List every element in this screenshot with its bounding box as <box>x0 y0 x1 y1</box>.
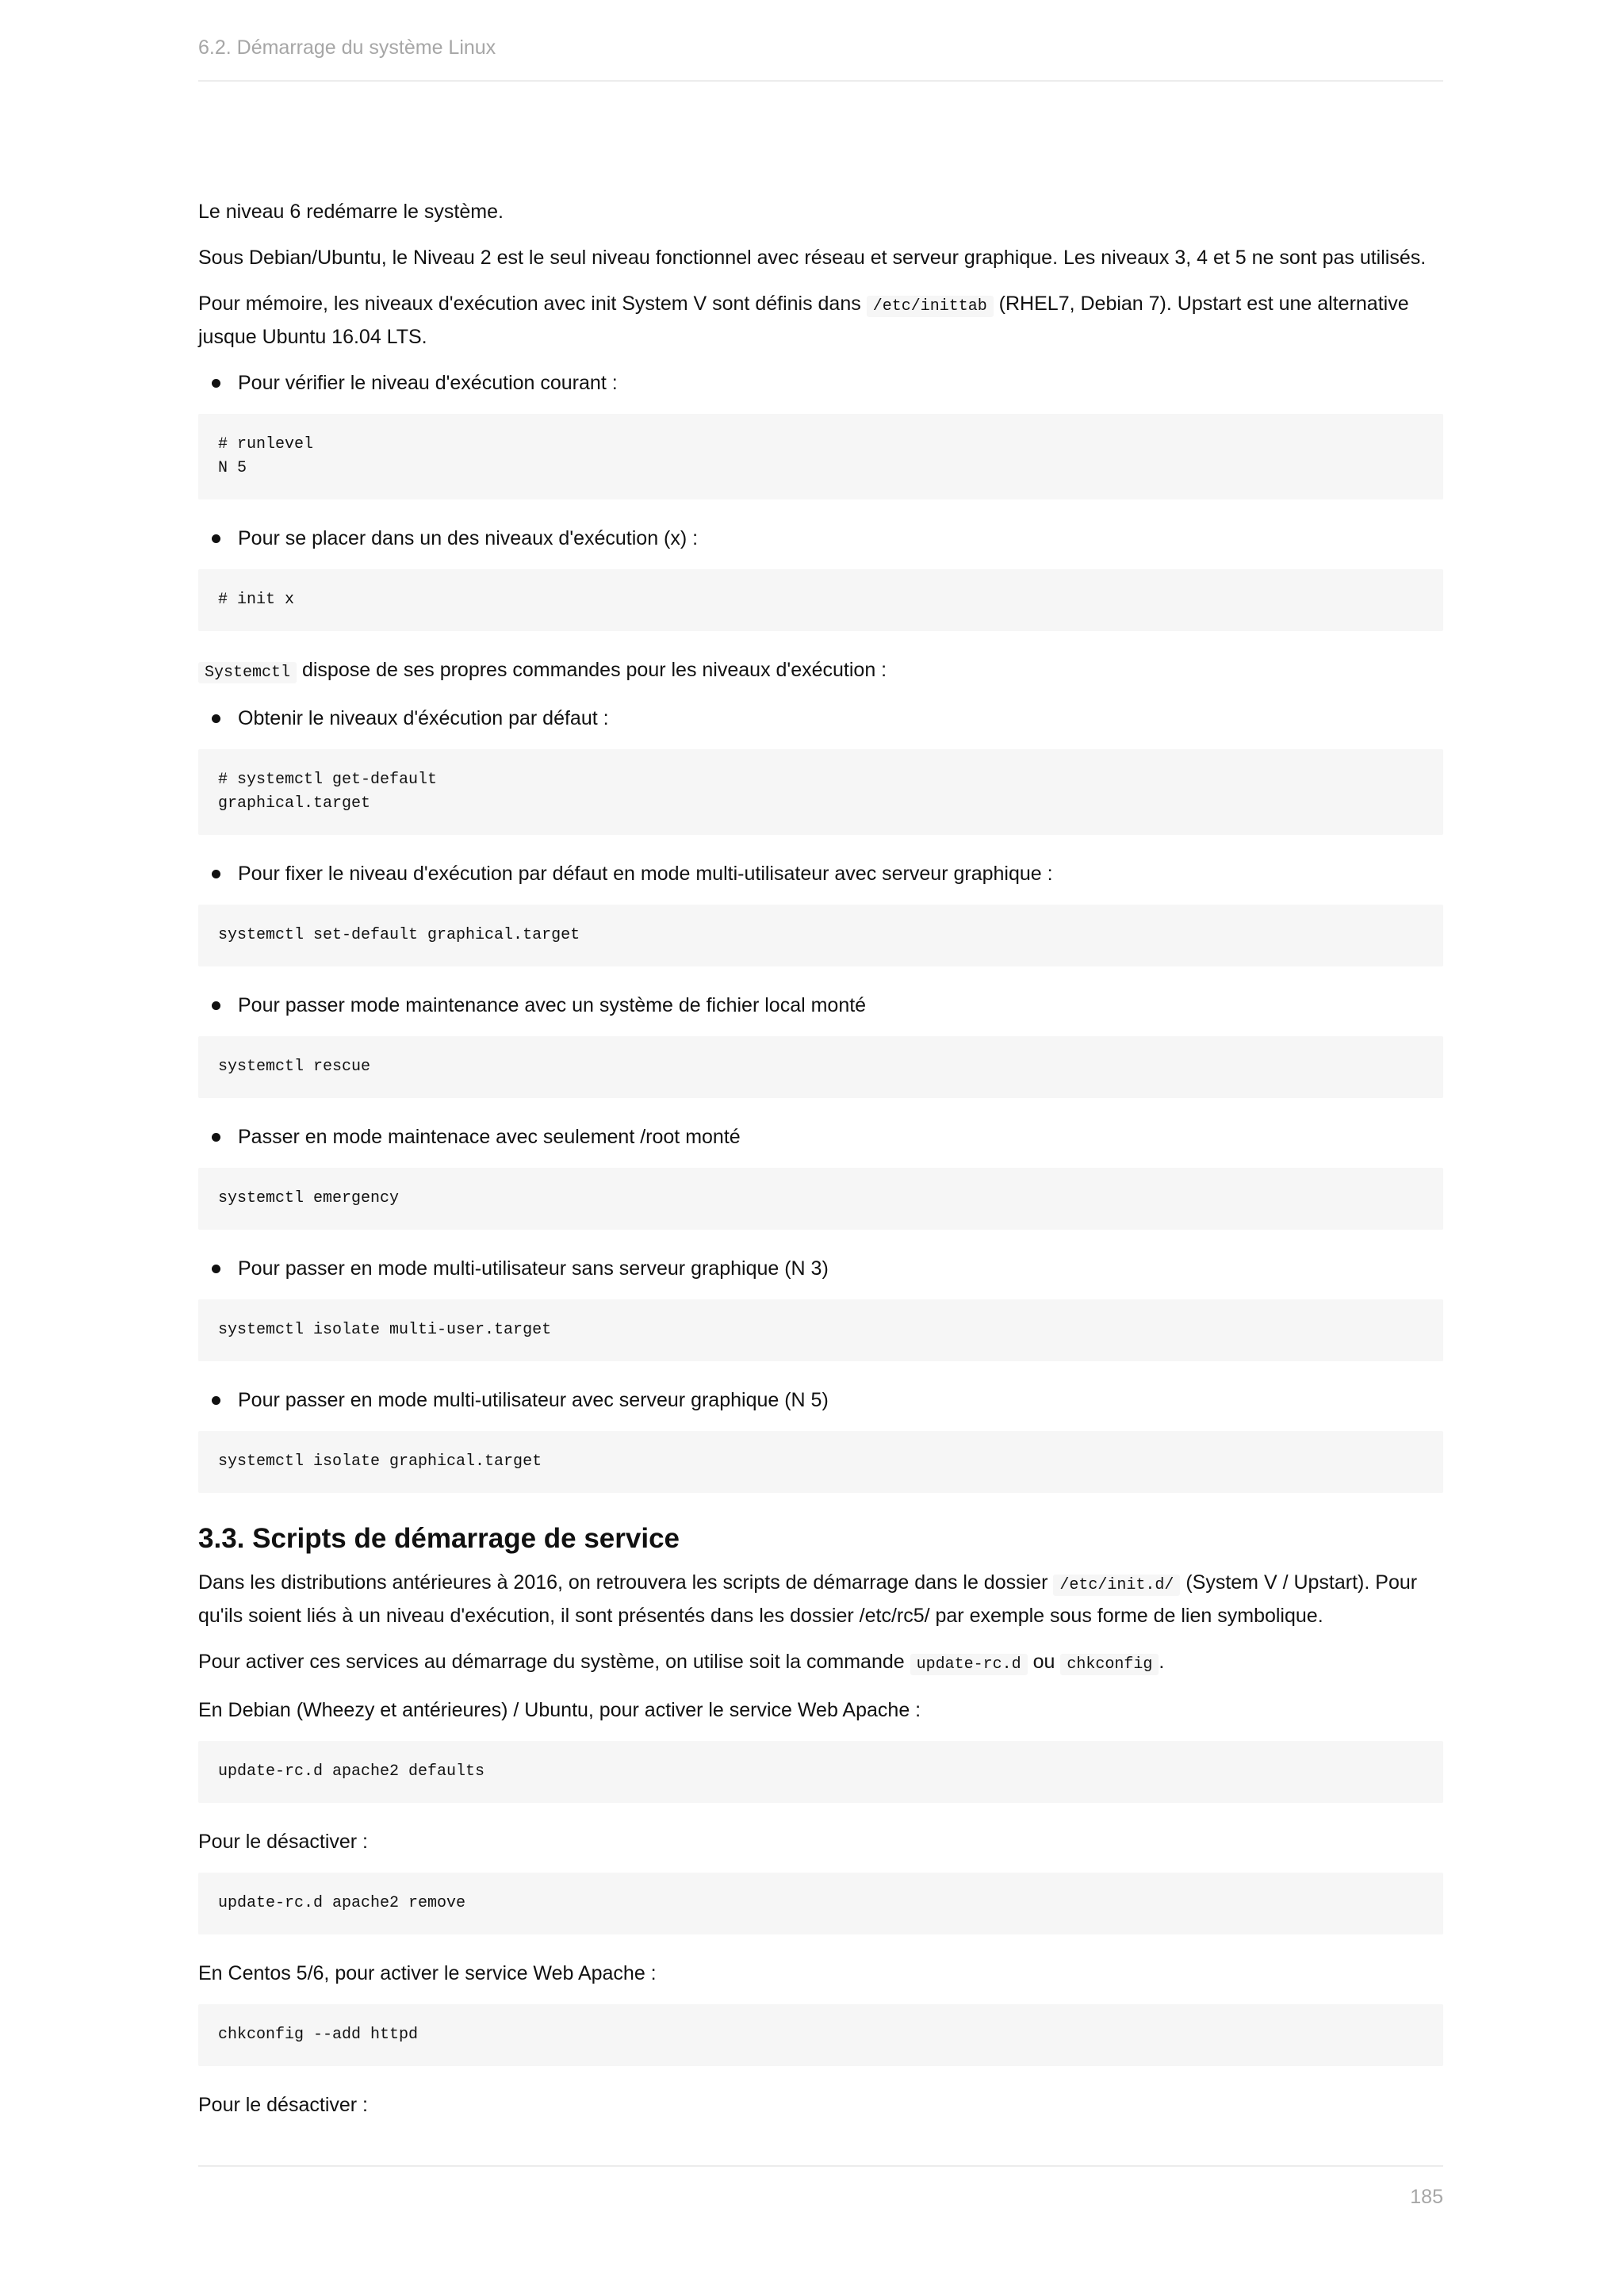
list-item-text: Pour passer en mode multi-utilisateur sans serveur graphique (N 3) <box>238 1257 829 1280</box>
code-block-multi-user: systemctl isolate multi-user.target <box>198 1299 1443 1361</box>
paragraph-text: (RHEL7, Debian 7). Upstart est une alternative jusque Ubuntu 16.04 LTS. <box>198 293 1409 348</box>
page-number: 185 <box>1410 2186 1443 2208</box>
inline-code-systemctl: Systemctl <box>198 662 297 683</box>
paragraph-systemctl <box>198 655 1443 688</box>
bullet-icon <box>212 1265 220 1273</box>
paragraph-activate-services <box>198 1647 1443 1680</box>
list-item <box>198 1253 1443 1284</box>
inline-code-chkconfig: chkconfig <box>1060 1654 1159 1675</box>
list-item-text: Pour passer mode maintenance avec un système de fichier local monté <box>238 994 867 1016</box>
inline-code-init-d: /etc/init.d/ <box>1053 1575 1180 1596</box>
code-block-update-rc-defaults: update-rc.d apache2 defaults <box>198 1741 1443 1803</box>
list-item-text: Obtenir le niveaux d'éxécution par défaut : <box>238 707 609 729</box>
code-block-get-default: # systemctl get-default graphical.target <box>198 749 1443 835</box>
paragraph-centos-apache: En Centos 5/6, pour activer le service Web Apache : <box>198 1962 657 1984</box>
page-content <box>198 197 1443 2136</box>
footer-divider <box>198 2165 1443 2167</box>
list-item <box>198 990 1443 1021</box>
code-block-chkconfig-add: chkconfig --add httpd <box>198 2004 1443 2066</box>
bullet-icon <box>212 1001 220 1010</box>
code-block-update-rc-remove: update-rc.d apache2 remove <box>198 1873 1443 1934</box>
paragraph-disable: Pour le désactiver : <box>198 1831 368 1853</box>
paragraph-text: (System V / Upstart). Pour qu'ils soient liés à un niveau d'exécution, il sont présentés dans les dossier /etc/rc5/ par exemple sous forme de lien symbolique. <box>198 1571 1418 1627</box>
code-block-set-default: systemctl set-default graphical.target <box>198 905 1443 966</box>
bullet-icon <box>212 1396 220 1405</box>
bullet-icon <box>212 534 220 543</box>
paragraph-disable-centos: Pour le désactiver : <box>198 2094 368 2116</box>
paragraph-text: . <box>1159 1651 1165 1673</box>
inline-code-update-rc: update-rc.d <box>910 1654 1028 1675</box>
bullet-icon <box>212 379 220 388</box>
bullet-icon <box>212 870 220 878</box>
inline-code-inittab: /etc/inittab <box>867 296 994 317</box>
list-item-text: Pour passer en mode multi-utilisateur avec serveur graphique (N 5) <box>238 1389 829 1411</box>
list-item <box>198 523 1443 554</box>
section-heading: 3.3. Scripts de démarrage de service <box>198 1523 680 1554</box>
list-item-text: Pour se placer dans un des niveaux d'exécution (x) : <box>238 527 699 549</box>
paragraph-text: Pour mémoire, les niveaux d'exécution avec init System V sont définis dans <box>198 293 867 315</box>
list-item-text: Passer en mode maintenace avec seulement /root monté <box>238 1126 741 1148</box>
code-block-rescue: systemctl rescue <box>198 1036 1443 1098</box>
list-item-text: Pour fixer le niveau d'exécution par défaut en mode multi-utilisateur avec serveur graphique : <box>238 863 1053 885</box>
list-item <box>198 368 1443 399</box>
running-header: 6.2. Démarrage du système Linux <box>198 36 496 59</box>
document-page <box>198 0 1443 2296</box>
code-block-runlevel: # runlevel N 5 <box>198 414 1443 499</box>
list-item-text: Pour vérifier le niveau d'exécution courant : <box>238 372 618 394</box>
paragraph-debian-levels: Sous Debian/Ubuntu, le Niveau 2 est le seul niveau fonctionnel avec réseau et serveur graphique. Les niveaux 3, 4 et 5 ne sont pas utilisés. <box>198 247 1427 269</box>
list-item <box>198 1122 1443 1153</box>
code-block-graphical: systemctl isolate graphical.target <box>198 1431 1443 1493</box>
paragraph-text: ou <box>1027 1651 1061 1673</box>
paragraph-text: Dans les distributions antérieures à 2016, on retrouvera les scripts de démarrage dans le dossier <box>198 1571 1054 1594</box>
bullet-icon <box>212 714 220 723</box>
header-divider <box>198 80 1443 82</box>
paragraph-text: Pour activer ces services au démarrage du système, on utilise soit la commande <box>198 1651 910 1673</box>
list-item <box>198 859 1443 890</box>
bullet-icon <box>212 1133 220 1142</box>
list-item <box>198 703 1443 734</box>
code-block-emergency: systemctl emergency <box>198 1168 1443 1230</box>
paragraph-inittab <box>198 289 1443 353</box>
paragraph-init-d <box>198 1567 1443 1632</box>
paragraph-text: dispose de ses propres commandes pour les niveaux d'exécution : <box>297 659 887 681</box>
paragraph-level-6: Le niveau 6 redémarre le système. <box>198 201 504 223</box>
paragraph-debian-apache: En Debian (Wheezy et antérieures) / Ubuntu, pour activer le service Web Apache : <box>198 1699 921 1721</box>
code-block-init: # init x <box>198 569 1443 631</box>
list-item <box>198 1385 1443 1416</box>
